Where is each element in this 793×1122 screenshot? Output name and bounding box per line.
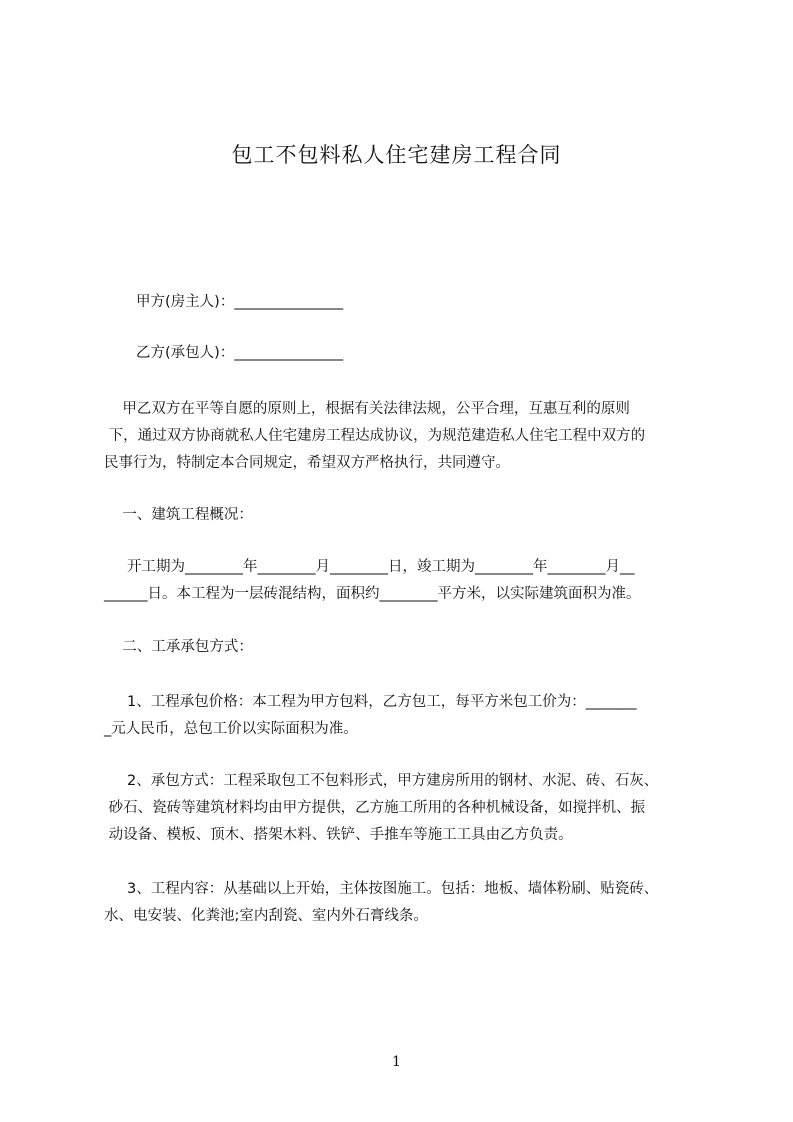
- document-title: 包工不包料私人住宅建房工程合同: [231, 143, 562, 167]
- intro-line: 下，通过双方协商就私人住宅建房工程达成协议，为规范建造私人住宅工程中双方的: [104, 428, 646, 444]
- section-1-line: ______日。本工程为一层砖混结构，面积约________平方米，以实际建筑面积为准。: [104, 586, 641, 602]
- party-b-line: 乙方(承包人)：_______________: [136, 345, 344, 361]
- section-1-heading: 一、建筑工程概况：: [104, 507, 253, 523]
- section-2-heading: 二、工承承包方式：: [104, 639, 253, 655]
- intro-line: 甲乙双方在平等自愿的原则上，根据有关法律法规，公平合理，互惠互利的原则: [104, 401, 630, 417]
- page-number: 1: [392, 1054, 401, 1070]
- intro-line: 民事行为，特制定本合同规定，希望双方严格执行，共同遵守。: [104, 455, 510, 471]
- item-1-line: _元人民币，总包工价以实际面积为准。: [104, 721, 358, 737]
- item-3-line: 水、电安装、化粪池;室内刮瓷、室内外石膏线条。: [104, 908, 428, 924]
- party-a-line: 甲方(房主人)：_______________: [136, 294, 344, 310]
- item-1-line: 1、工程承包价格：本工程为甲方包料，乙方包工，每平方米包工价为：_______: [104, 694, 637, 710]
- item-2-line: 砂石、瓷砖等建筑材料均由甲方提供，乙方施工所用的各种机械设备，如搅拌机、振: [104, 800, 646, 816]
- section-1-line: 开工期为________年________月________日，竣工期为________年________月__: [104, 559, 635, 575]
- item-3-line: 3、工程内容：从基础以上开始，主体按图施工。包括：地板、墙体粉刷、贴瓷砖、: [104, 881, 659, 897]
- item-2-line: 动设备、模板、顶木、搭架木料、铁铲、手推车等施工工具由乙方负责。: [104, 827, 573, 843]
- item-2-line: 2、承包方式：工程采取包工不包料形式，甲方建房所用的钢材、水泥、砖、石灰、: [104, 773, 659, 789]
